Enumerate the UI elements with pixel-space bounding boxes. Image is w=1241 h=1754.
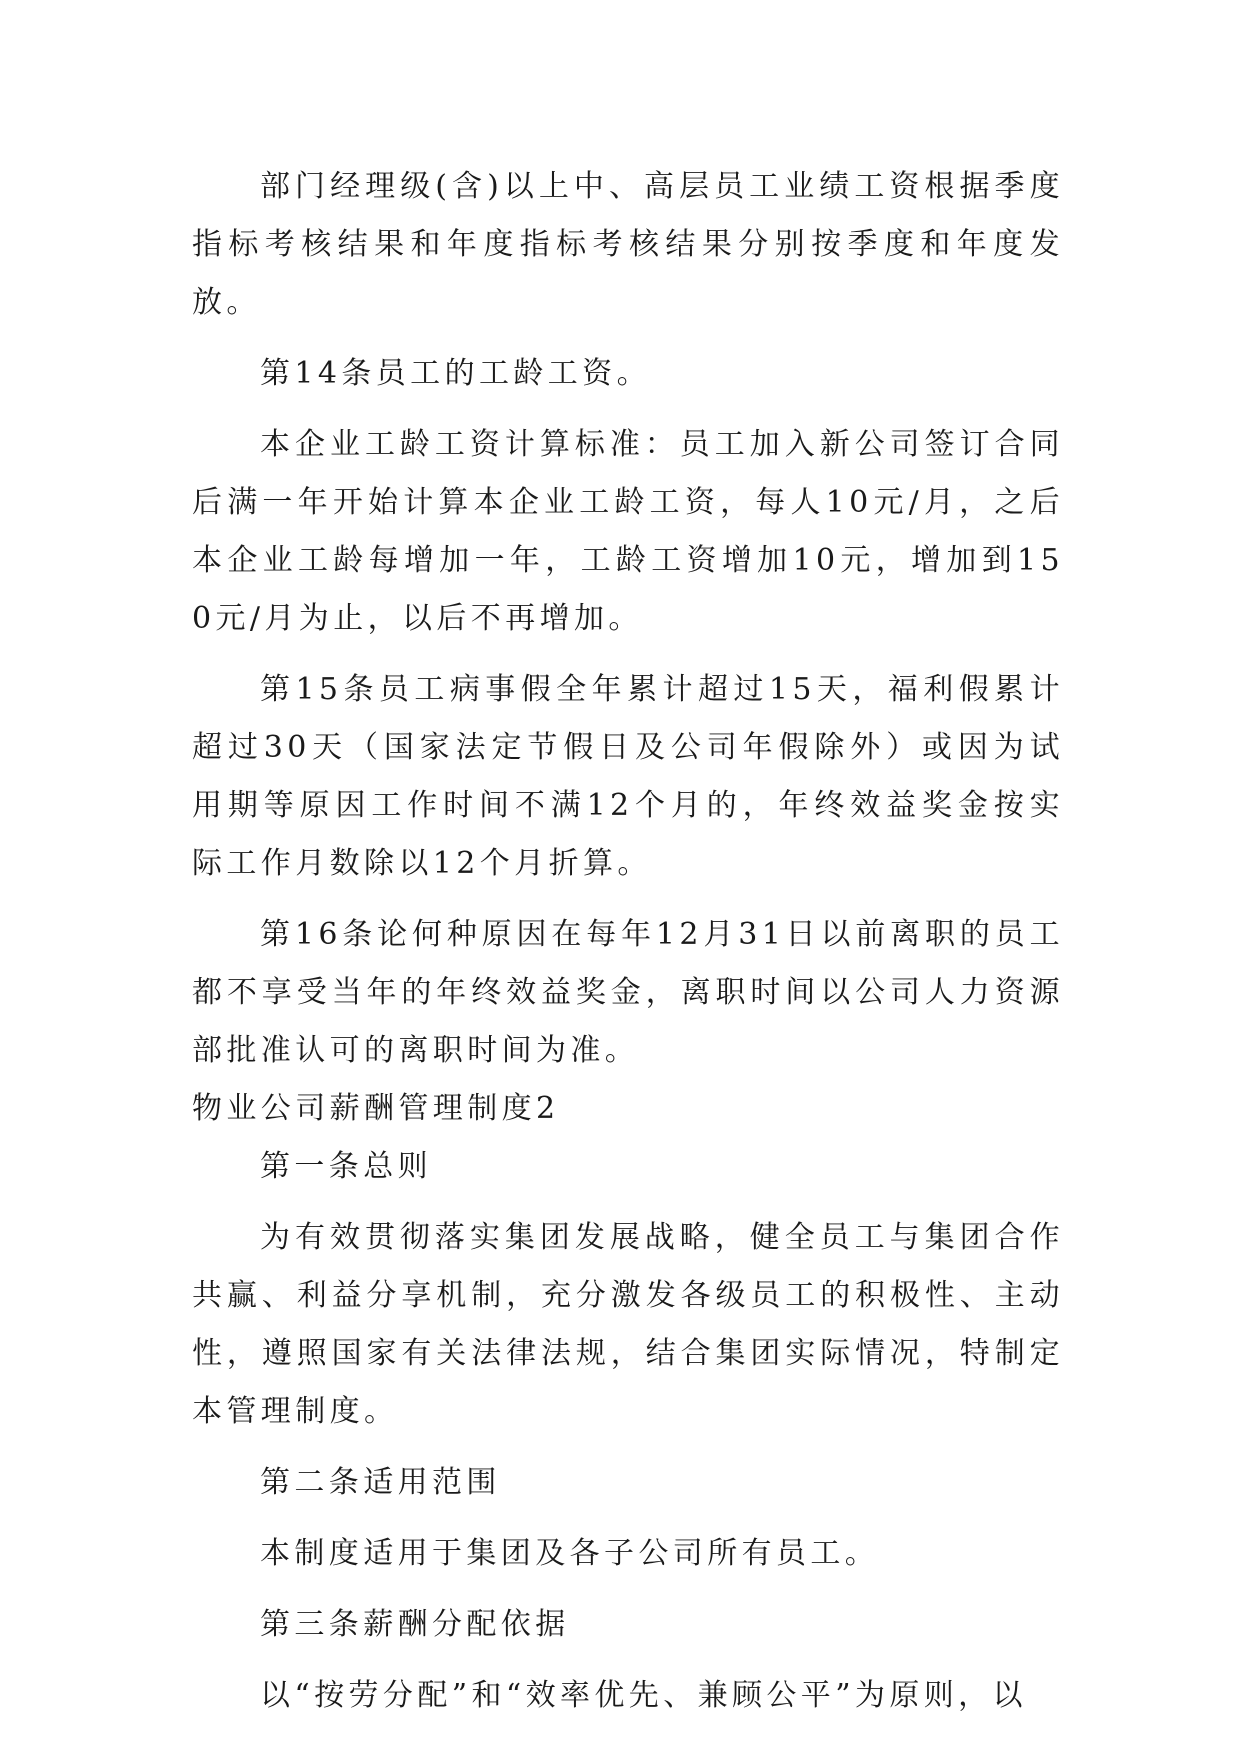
paragraph-distribution-principle: 以“按劳分配”和“效率优先、兼顾公平”为原则，以 — [260, 1678, 1027, 1713]
paragraph-article-3-heading: 第三条薪酬分配依据 — [260, 1607, 570, 1642]
paragraph-scope: 本制度适用于集团及各子公司所有员工。 — [260, 1536, 880, 1571]
paragraph-article-16: 第16条论何种原因在每年12月31日以前离职的员工都不享受当年的年终效益奖金，离职时间以公司人力资源部批准认可的离职时间为准。 — [192, 917, 1064, 1068]
paragraph-general-provisions: 为有效贯彻落实集团发展战略，健全员工与集团合作共赢、利益分享机制，充分激发各级员工的积极性、主动性，遵照国家有关法律法规，结合集团实际情况，特制定本管理制度。 — [192, 1220, 1064, 1429]
paragraph-seniority-pay-standard: 本企业工龄工资计算标准：员工加入新公司签订合同后满一年开始计算本企业工龄工资，每人10元/月，之后本企业工龄每增加一年，工龄工资增加10元，增加到150元/月为止，以后不再增加。 — [192, 427, 1064, 636]
paragraph-performance-pay: 部门经理级(含)以上中、高层员工业绩工资根据季度指标考核结果和年度指标考核结果分别按季度和年度发放。 — [192, 169, 1064, 320]
paragraph-article-1-heading: 第一条总则 — [260, 1149, 432, 1184]
section-title-compensation-system-2: 物业公司薪酬管理制度2 — [192, 1091, 560, 1126]
paragraph-article-2-heading: 第二条适用范围 — [260, 1465, 501, 1500]
paragraph-article-15: 第15条员工病事假全年累计超过15天，福利假累计超过30天（国家法定节假日及公司年假除外）或因为试用期等原因工作时间不满12个月的，年终效益奖金按实际工作月数除以12个月折算。 — [192, 672, 1064, 881]
paragraph-article-14-heading: 第14条员工的工龄工资。 — [260, 356, 651, 391]
document-body — [192, 158, 1064, 1725]
